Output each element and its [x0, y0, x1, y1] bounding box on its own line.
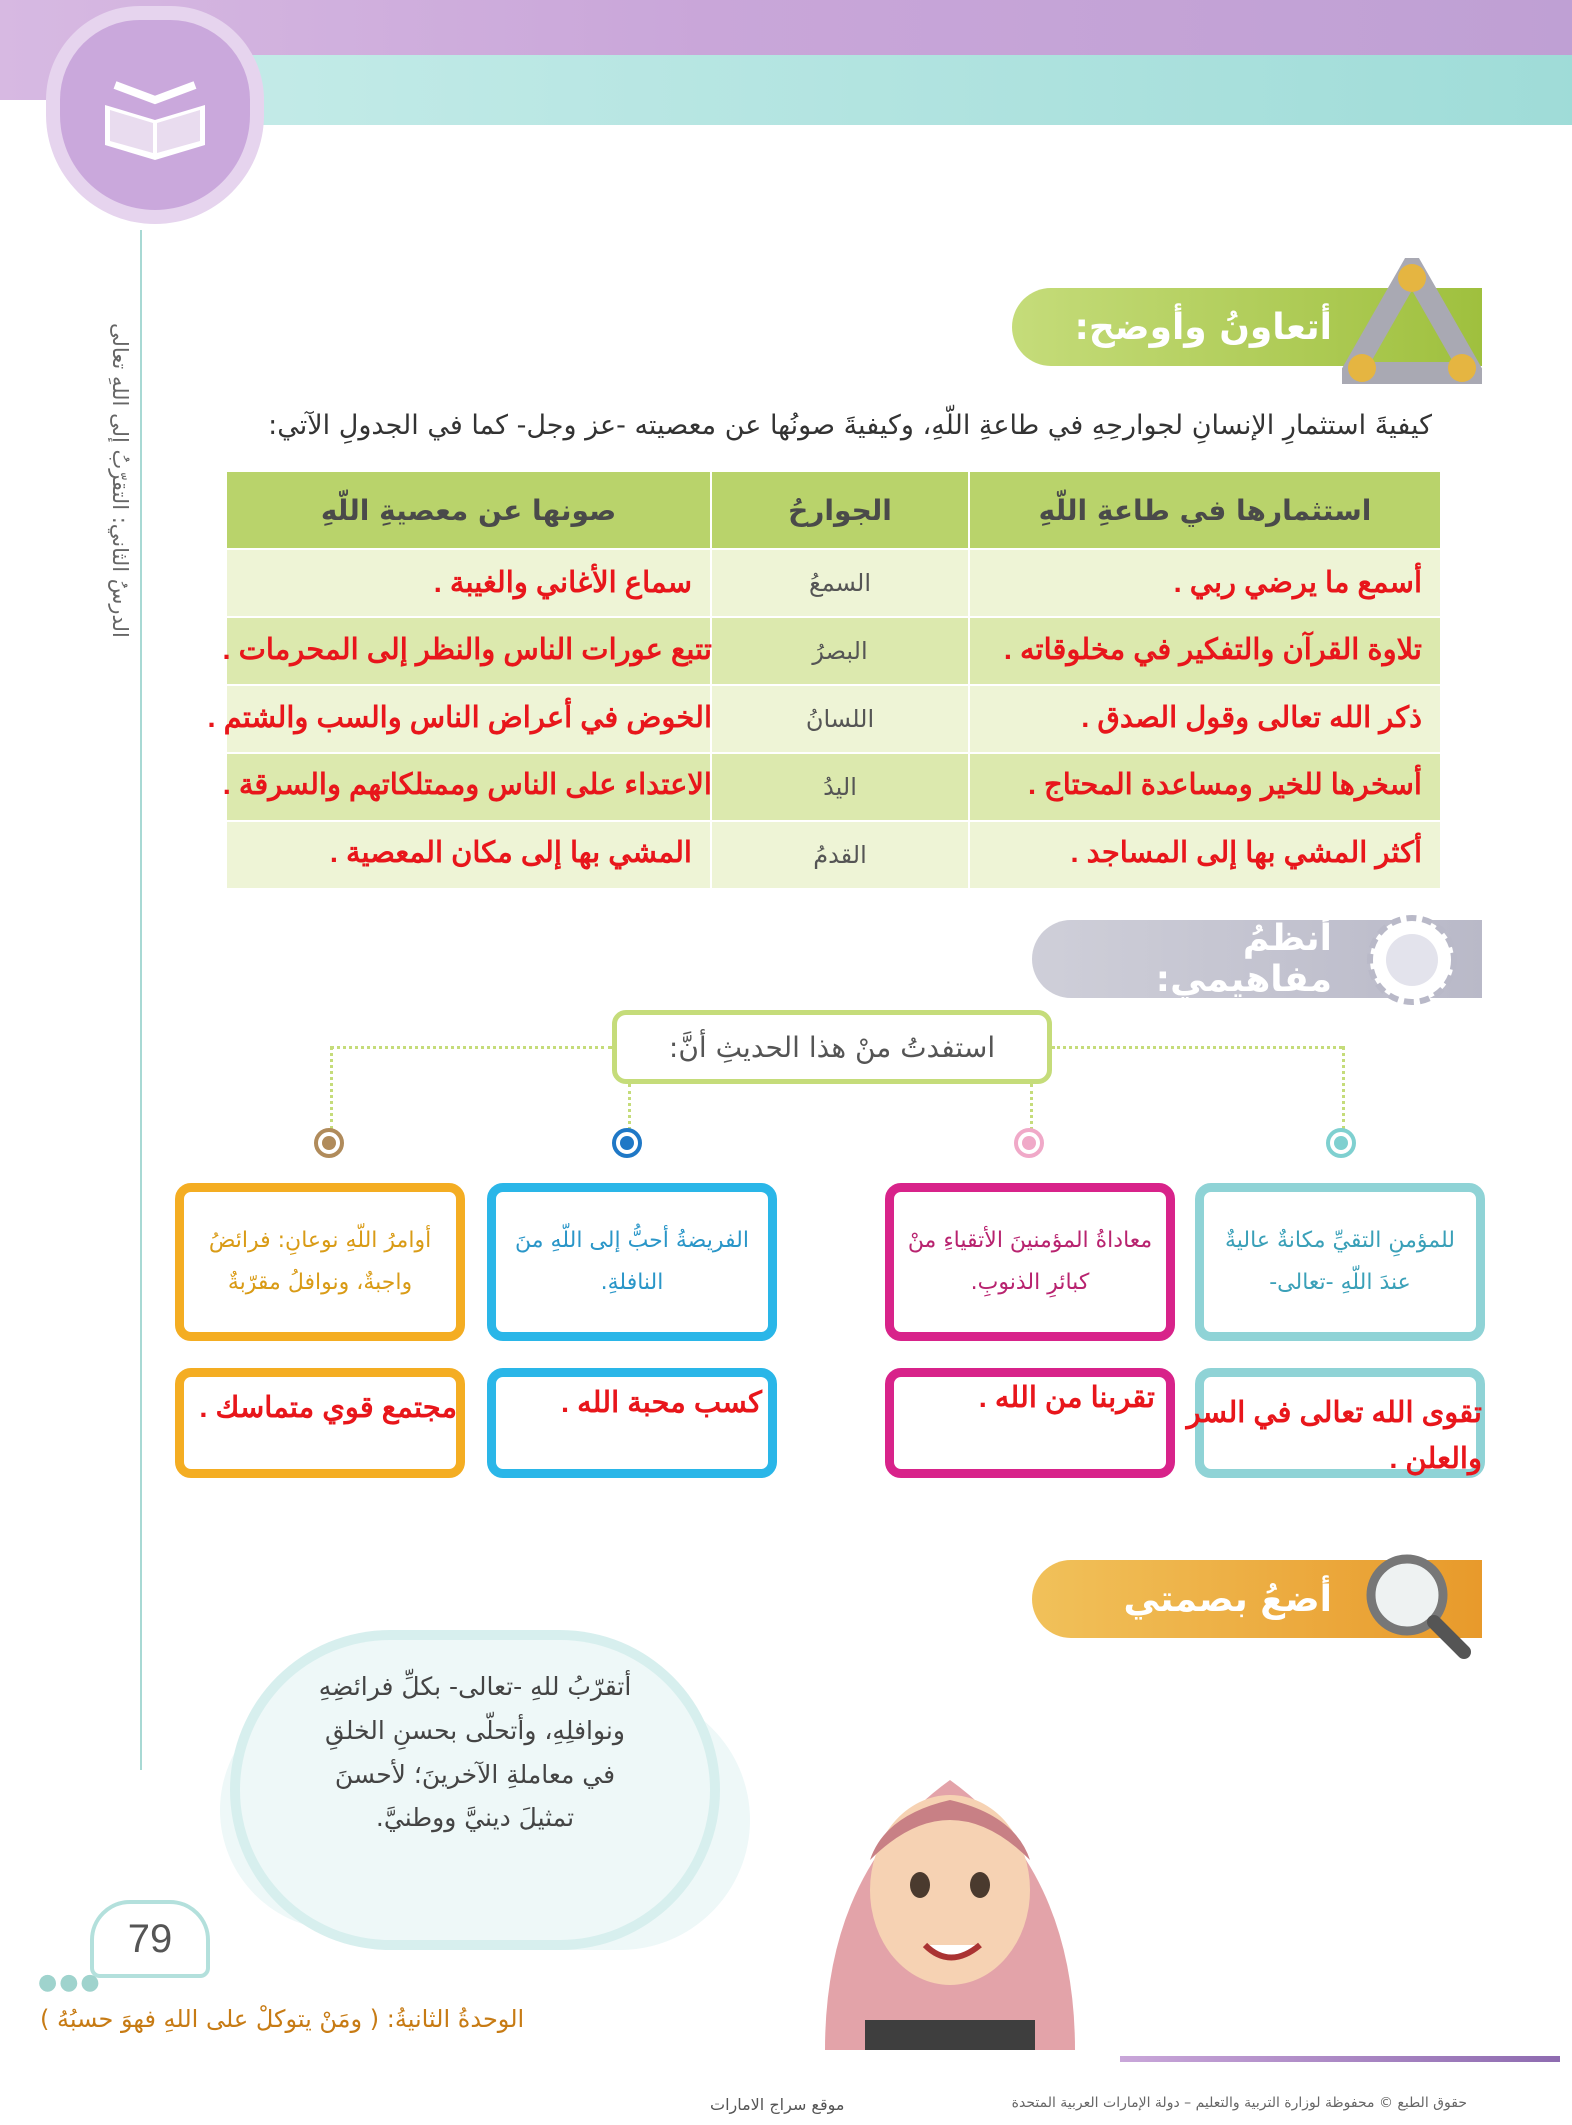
concept-card-2: معاداةُ المؤمنينَ الأتقياءِ منْ كبائرِ الذنوبِ. — [885, 1183, 1175, 1341]
answer-obey-4: أسخرها للخير ومساعدة المحتاج . — [1027, 769, 1422, 801]
cloud-line: ونوافلِهِ، وأتحلّى بحسنِ الخلقِ — [325, 1715, 625, 1745]
concept-root-box: استفدتُ منْ هذا الحديثِ أنَّ: — [612, 1010, 1052, 1084]
girl-illustration-icon — [785, 1720, 1115, 2050]
connector-right — [1052, 1046, 1342, 1049]
table-cell-organ: البصرُ — [711, 617, 969, 685]
cooperate-title: أتعاونُ وأوضح: — [1074, 306, 1332, 348]
connector-down-4 — [1342, 1046, 1345, 1130]
imprint-title: أضعُ بصمتي — [1123, 1578, 1332, 1620]
table-header-row — [226, 471, 1441, 549]
cloud-text — [270, 1665, 680, 1840]
table-cell-organ: القدمُ — [711, 821, 969, 889]
cloud-line: أتقرّبُ للهِ -تعالى- بكلِّ فرائضِهِ — [318, 1672, 632, 1701]
table-cell-organ: اليدُ — [711, 753, 969, 821]
header-obey: استثمارها في طاعةِ اللّهِ — [969, 471, 1441, 549]
header-organ: الجوارحُ — [711, 471, 969, 549]
footer-dots: ●●● — [38, 1970, 102, 1995]
side-lesson-title: الدرسُ الثاني: التقرّبُ إلى اللهِ تعالى — [108, 322, 132, 638]
answer-avoid-4: الاعتداء على الناس وممتلكاتهم والسرقة . — [222, 769, 712, 801]
answer-avoid-3: الخوض في أعراض الناس والسب والشتم . — [207, 702, 712, 734]
connector-down-3 — [1030, 1084, 1033, 1130]
answer-concept-4: مجتمع قوي متماسك . — [199, 1392, 457, 1424]
node-dot — [1014, 1128, 1044, 1158]
answer-avoid-5: المشي بها إلى مكان المعصية . — [329, 837, 692, 869]
organize-header — [1032, 920, 1482, 998]
connector-left — [330, 1046, 612, 1049]
answer-obey-2: تلاوة القرآن والتفكير في مخلوقاته . — [1003, 634, 1422, 666]
cloud-line: تمثيلَ دينيَّ ووطنيَّ. — [375, 1803, 575, 1833]
site-name: موقع سراج الامارات — [710, 2095, 845, 2114]
concept-card-1: للمؤمنِ التقيِّ مكانةٌ عاليةٌ عندَ اللّهِ -تعالى- — [1195, 1183, 1485, 1341]
footer-accent-line — [1120, 2056, 1560, 2062]
connector-down-2 — [628, 1084, 631, 1130]
answer-concept-2: تقربنا من الله . — [978, 1382, 1155, 1414]
answer-concept-3: كسب محبة الله . — [561, 1387, 762, 1419]
unit-title: الوحدةُ الثانيةُ: ( ومَنْ يتوكلْ على اللهِ فهوَ حسبُهُ ) — [40, 2005, 525, 2033]
organize-title: أنظمُ مفاهيمي: — [1155, 918, 1332, 1000]
node-dot — [314, 1128, 344, 1158]
gear-concept-icon — [1342, 890, 1482, 1030]
answer-obey-1: أسمع ما يرضي ربي . — [1173, 567, 1422, 599]
magnifier-icon — [1342, 1530, 1482, 1670]
node-dot — [612, 1128, 642, 1158]
top-teal-band — [120, 55, 1572, 125]
intro-text: كيفيةَ استثمارِ الإنسانِ لجوارحِهِ في طاعةِ اللّهِ، وكيفيةَ صونُها عن معصيته -عز وجل- كما في الجدولِ الآتي: — [268, 410, 1432, 441]
table-cell-organ: السمعُ — [711, 549, 969, 617]
side-divider-line — [140, 230, 142, 1770]
cooperation-hands-icon — [1342, 258, 1482, 398]
connector-down-1 — [330, 1046, 333, 1130]
concept-card-4: أوامرُ اللّهِ نوعانِ: فرائضُ واجبةٌ، ونوافلُ مقرّبةٌ — [175, 1183, 465, 1341]
organs-table — [222, 470, 1442, 890]
cloud-line: في معاملةِ الآخرينَ؛ لأحسنَ — [334, 1759, 616, 1789]
copyright-text: حقوق الطبع © محفوظة لوزارة التربية والتعليم – دولة الإمارات العربية المتحدة — [1011, 2095, 1467, 2111]
answer-obey-3: ذكر الله تعالى وقول الصدق . — [1081, 702, 1422, 734]
cooperate-header — [1012, 288, 1482, 366]
table-cell-organ: اللسانُ — [711, 685, 969, 753]
header-avoid: صونها عن معصيةِ اللّهِ — [226, 471, 711, 549]
answer-avoid-1: سماع الأغاني والغيبة . — [433, 567, 692, 599]
answer-avoid-2: تتبع عورات الناس والنظر إلى المحرمات . — [222, 634, 712, 666]
page-number: 79 — [90, 1900, 210, 1978]
answer-obey-5: أكثر المشي بها إلى المساجد . — [1070, 837, 1422, 869]
concept-card-3: الفريضةُ أحبُّ إلى اللّهِ منَ النافلةِ. — [487, 1183, 777, 1341]
answer-concept-1: تقوى الله تعالى في السر والعلن . — [1186, 1397, 1482, 1476]
node-dot — [1326, 1128, 1356, 1158]
imprint-header — [1032, 1560, 1482, 1638]
quran-emblem-icon — [60, 20, 250, 210]
